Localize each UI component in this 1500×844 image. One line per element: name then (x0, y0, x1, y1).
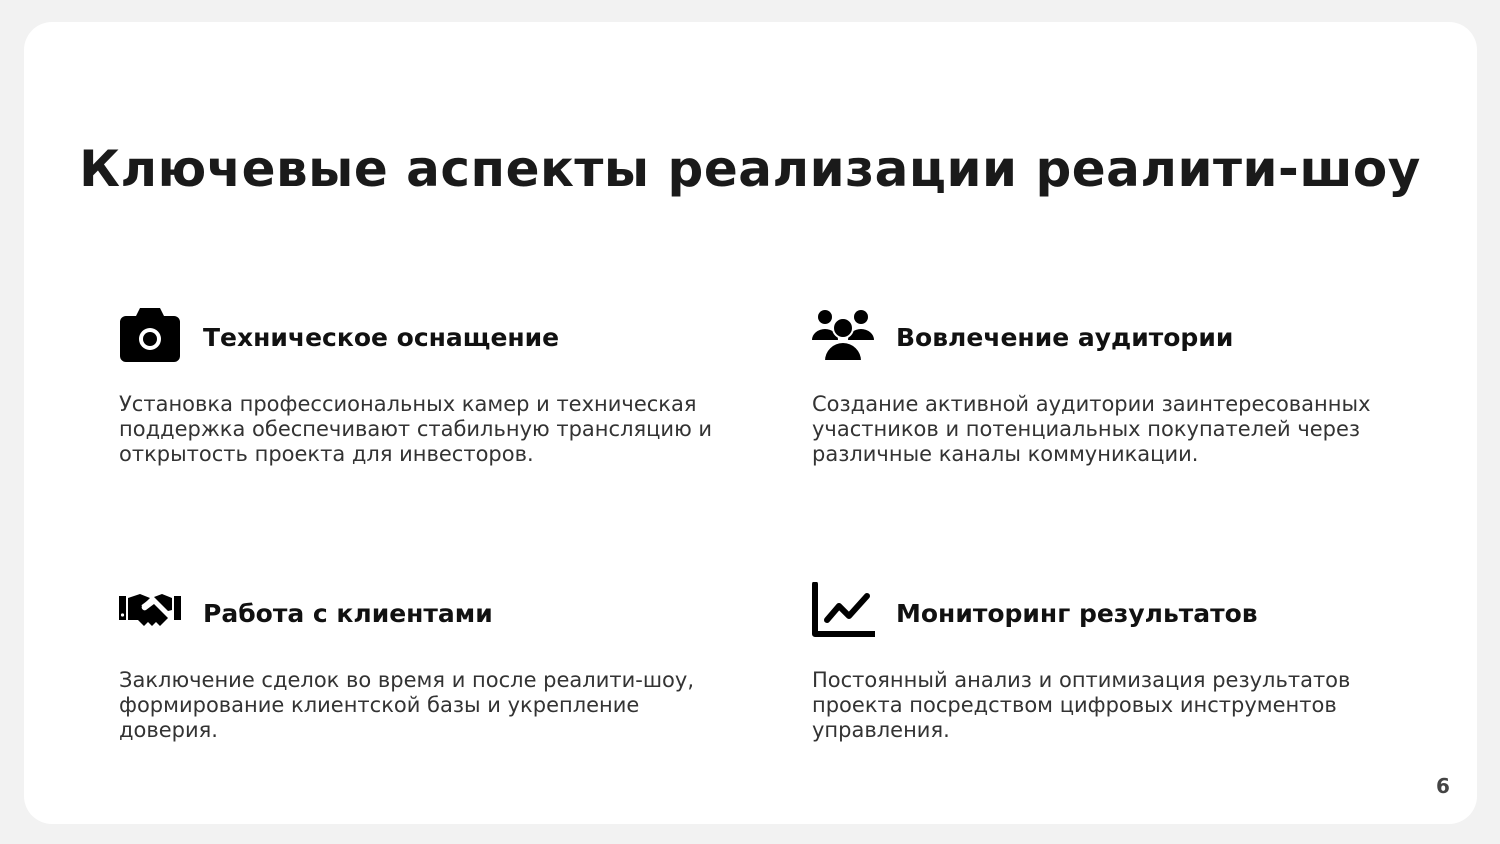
line-chart-icon (811, 582, 875, 646)
handshake-icon (118, 582, 182, 646)
aspect-description: Создание активной аудитории заинтересованных участников и потенциальных покупателей через различные каналы коммуникации. (812, 392, 1371, 466)
aspect-heading: Мониторинг результатов (896, 599, 1258, 628)
aspect-description: Постоянный анализ и оптимизация результатов проекта посредством цифровых инструментов управления. (812, 668, 1351, 742)
aspect-heading: Техническое оснащение (203, 323, 560, 352)
aspect-heading: Вовлечение аудитории (896, 323, 1234, 352)
slide-title: Ключевые аспекты реализации реалити-шоу (79, 140, 1421, 198)
camera-icon (118, 306, 182, 370)
aspect-heading: Работа с клиентами (203, 599, 493, 628)
aspect-description: Заключение сделок во время и после реалити-шоу, формирование клиентской базы и укрепление доверия. (119, 668, 694, 742)
aspect-description: Установка профессиональных камер и техническая поддержка обеспечивают стабильную трансляцию и открытость проекта для инвесторов. (119, 392, 713, 466)
users-icon (811, 306, 875, 370)
page-number: 6 (1436, 774, 1450, 798)
